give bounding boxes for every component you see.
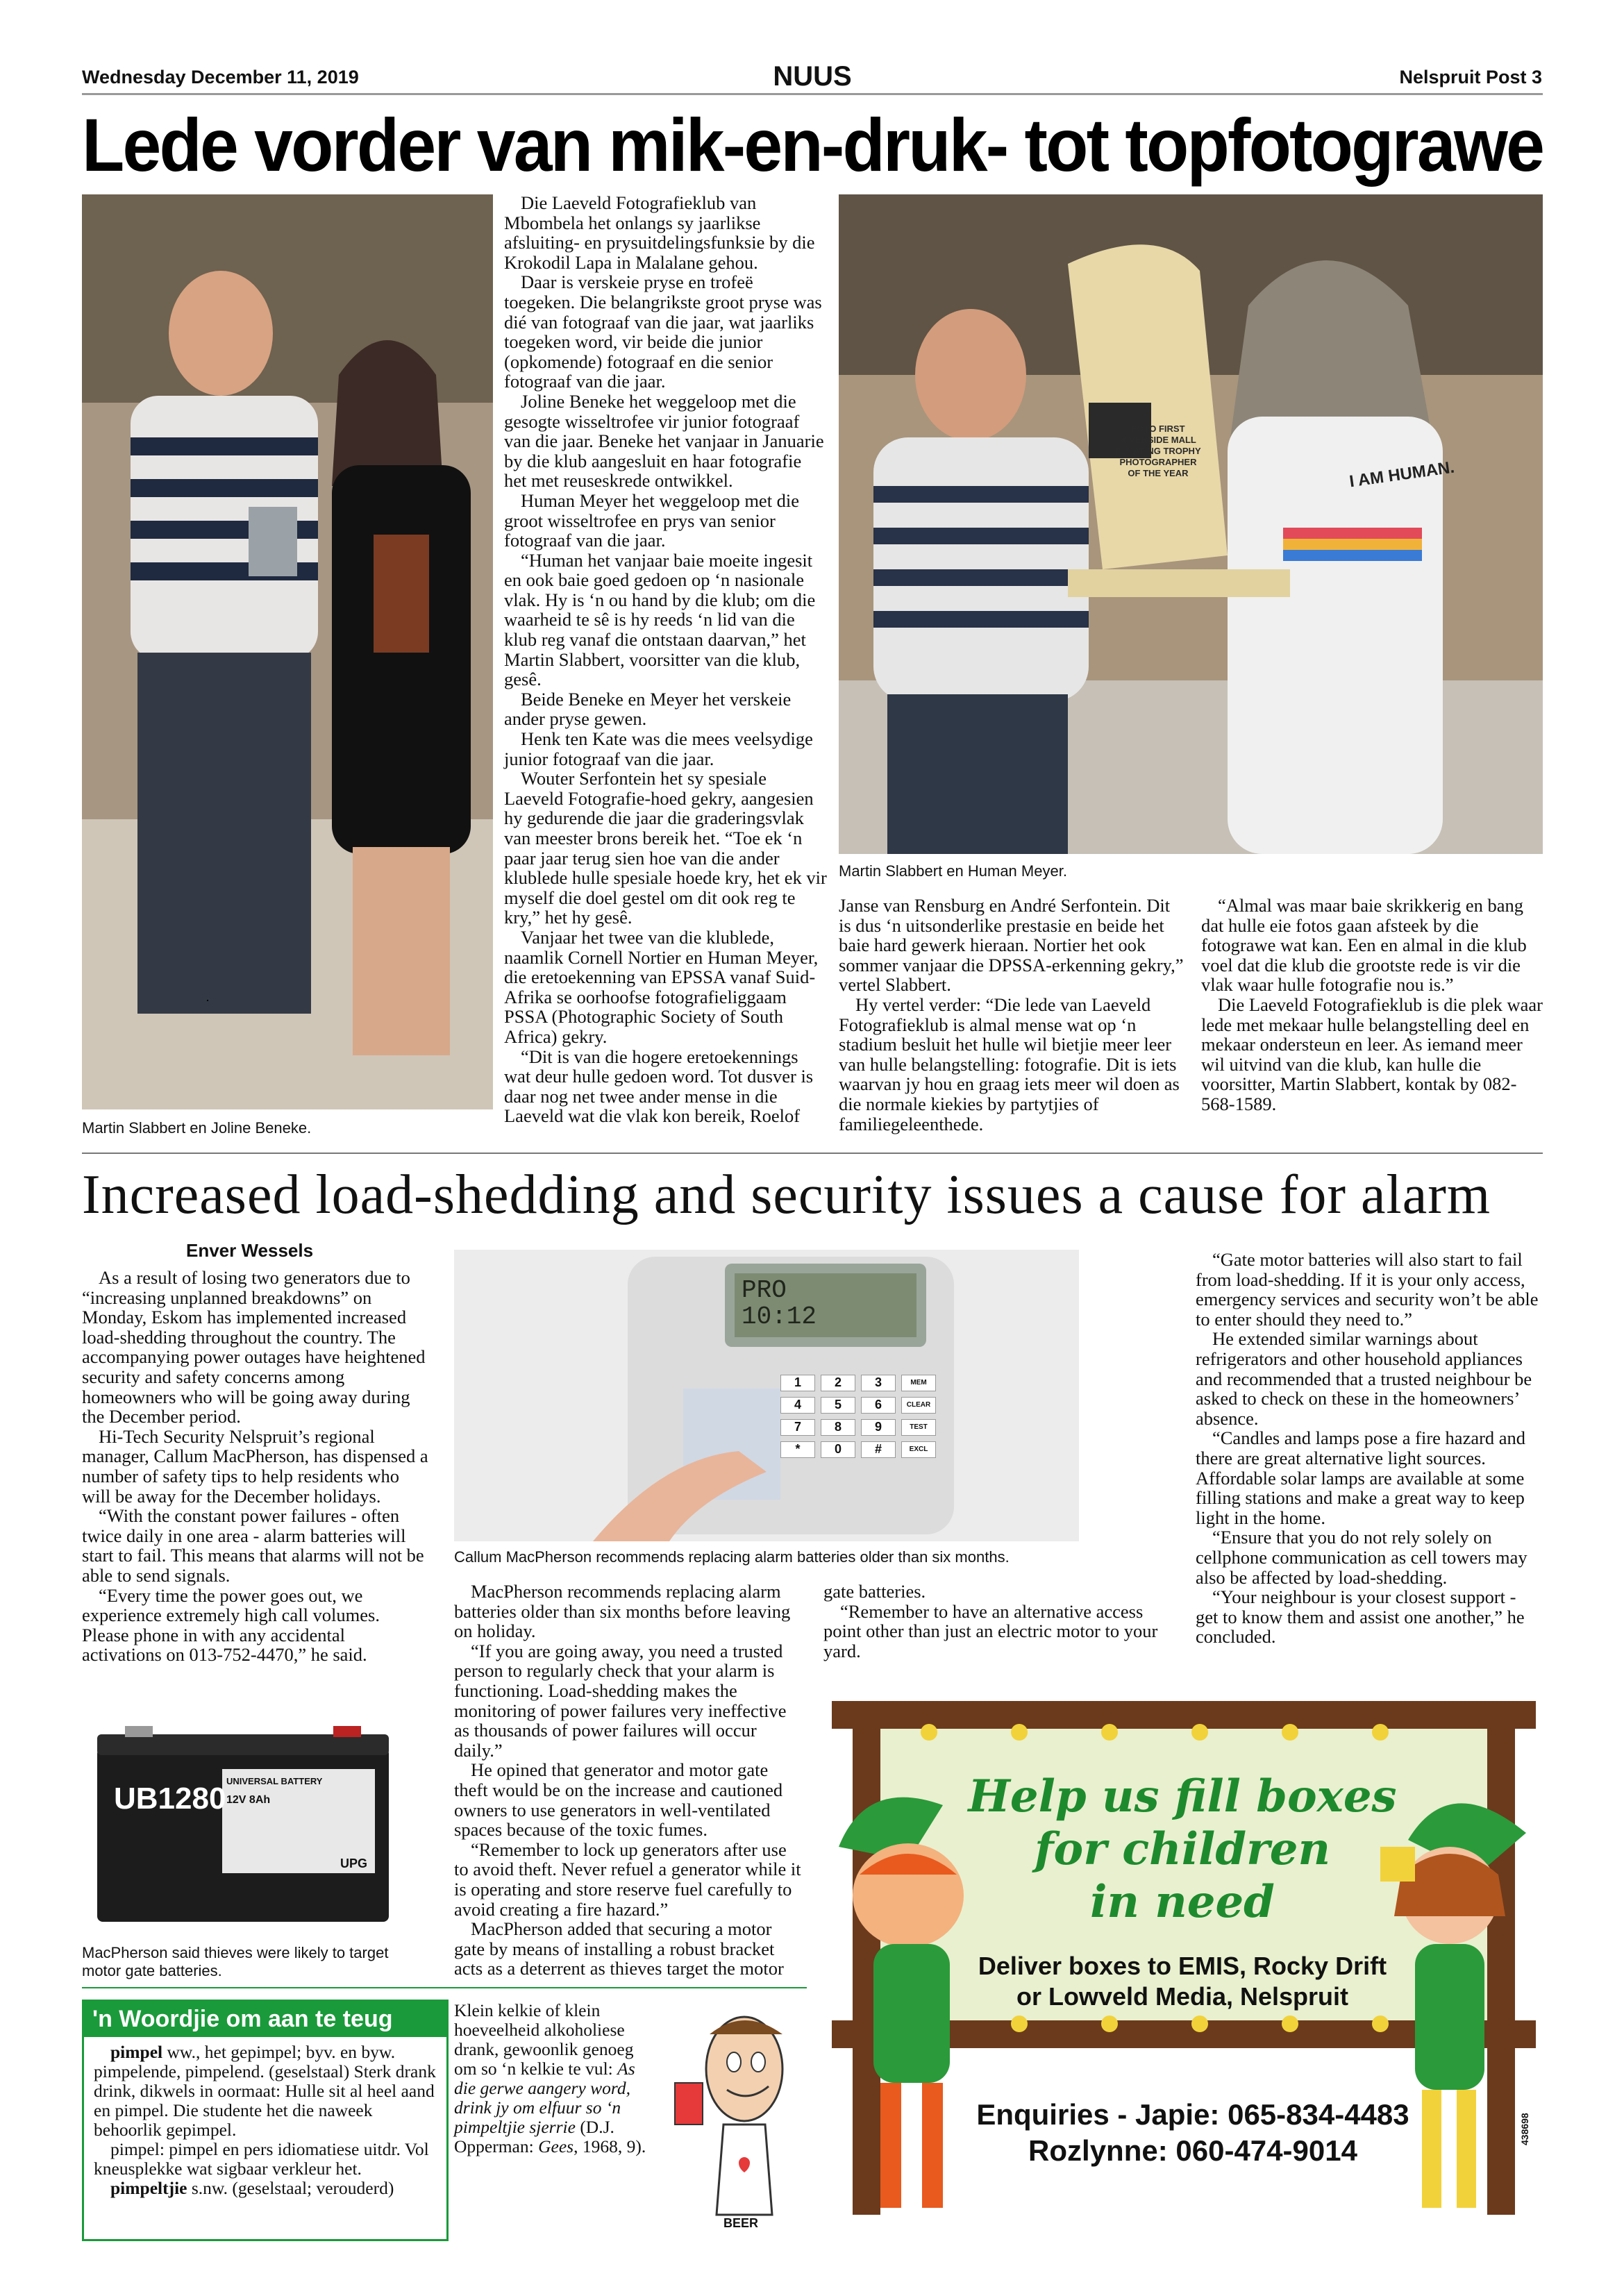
publication-name: Nelspruit Post 3	[1399, 67, 1542, 87]
section-divider	[82, 1153, 1543, 1154]
photo-slabbert-beneke	[82, 194, 493, 1109]
side-text: Klein kelkie of klein hoeveelheid alkoholiese drank, gewoonlik genoeg om so ‘n kelkie te vul:	[454, 2000, 634, 2079]
story2-headline: Increased load-shedding and security issues a cause for alarm	[82, 1164, 1491, 1225]
enquiries-line2: Rozlynne: 060-474-9014	[1028, 2134, 1357, 2167]
box-divider	[82, 1987, 807, 1988]
beer-cartoon	[661, 2006, 807, 2236]
story1-col3	[1201, 896, 1543, 1114]
story2-col2	[454, 1582, 801, 1979]
term: pimpeltjie	[110, 2178, 187, 2198]
paragraph: “With the constant power failures - often twice daily in one area - alarm batteries will start to fail. This means that alarms will not be able to send signals.	[82, 1505, 424, 1586]
battery-brand: UPG	[340, 1857, 368, 1870]
paragraph: MacPherson recommends replacing alarm batteries older than six months before leaving on holiday.	[454, 1581, 791, 1642]
delivery-line2: or Lowveld Media, Nelspruit	[1016, 1982, 1349, 2011]
side-quote: As die gerwe aangery word, drink jy om elfuur so ‘n pimpeltjie sjerrie	[454, 2059, 635, 2137]
paragraph: “Remember to have an alternative access point other than just an electric motor to your yard.	[823, 1600, 1158, 1661]
battery-caption: MacPherson said thieves were likely to target motor gate batteries.	[82, 1944, 389, 1979]
advert-code: 438698	[1519, 2113, 1530, 2145]
paragraph: “Every time the power goes out, we experience extremely high call volumes. Please phone in with any accidental activations on 013-752-4470,” he said.	[82, 1584, 380, 1666]
advert-script-line3: in need	[1090, 1876, 1275, 1928]
woordjie-title: 'n Woordjie om aan te teug	[84, 2002, 446, 2037]
paragraph: Die Laeveld Fotografieklub is die plek waar lede met mekaar hulle belangstelling deel en mekaar ondersteun en leer. As iemand meer wil uitvind van die klub, kan hulle die voorsitter, Martin Slabbert, kontak by 082-568-1589.	[1201, 994, 1543, 1114]
definition: s.nw. (geselstaal; verouderd)	[187, 2178, 394, 2198]
cartoon-label: BEER	[723, 2216, 759, 2230]
story2-col3	[823, 1582, 1164, 1661]
battery-brandline: UNIVERSAL BATTERY	[226, 1776, 323, 1786]
story1-col2	[839, 896, 1186, 1134]
paragraph: Vanjaar het twee van die klublede, naamlik Cornell Nortier en Human Meyer, die eretoekenning van EPSSA vanaf Suid-Afrika se oorhoofse fotografieliggaam PSSA (Photographic Society of South Africa) gekry.	[504, 926, 819, 1047]
paragraph: “If you are going away, you need a trusted person to regularly check that your alarm is functioning. Load-shedding makes the monitoring of power failures very ineffective as thousands of power failures will occur daily.”	[454, 1640, 787, 1761]
paragraph: gate batteries.	[823, 1581, 926, 1602]
side-ref-end: , 1968, 9).	[574, 2136, 646, 2156]
display-line-2: 10:12	[742, 1302, 817, 1331]
paragraph: “Gate motor batteries will also start to fail from load-shedding. If it is your only access, emergency services and security won’t be able to enter should they need to.”	[1196, 1249, 1539, 1330]
shirt-print: I AM HUMAN.	[1348, 458, 1456, 492]
photo-slabbert-meyer-image	[839, 194, 1543, 854]
paragraph: Janse van Rensburg en André Serfontein. Dit is dus ‘n uitsonderlike prestasie en beide het baie hard gewerk hieraan. Nortier het ook sommer vanjaar die DPSSA-erkenning gekry,” vertel Slabbert.	[839, 895, 1184, 996]
photo-slabbert-beneke-image	[82, 194, 493, 1109]
advert-enquiries	[964, 2097, 1422, 2169]
paragraph: Wouter Serfontein het sy spesiale Laeveld Fotografie-hoed gekry, aangesien hy gedurende die jaar die graderingsvlak van meester brons bereik het. “Toe ek ‘n paar jaar terug sien hoe van die ander klublede hulle spesiale hoede kry, het ek vir myself die doel gestel om dit ook reg te kry,” het hy gesê.	[504, 768, 827, 928]
paragraph: “Candles and lamps pose a fire hazard and there are great alternative light sources. Affordable solar lamps are available at some filling stations and make a great way to keep light in the home.	[1196, 1427, 1526, 1528]
keypad-key: 2	[821, 1375, 855, 1391]
keypad-caption: Callum MacPherson recommends replacing alarm batteries older than six months.	[454, 1548, 1010, 1566]
keypad-key: 5	[821, 1397, 855, 1414]
battery-photo	[90, 1720, 396, 1929]
keypad-key: CLEAR	[901, 1397, 936, 1414]
christmas-boxes-advert	[825, 1694, 1543, 2236]
advert-script-line2: for children	[1034, 1823, 1331, 1875]
side-ref: (D.J. Opperman:	[454, 2117, 614, 2156]
keypad-key: 1	[780, 1375, 815, 1391]
paragraph: Henk ten Kate was die mees veelsydige junior fotograaf van die jaar.	[504, 728, 813, 769]
issue-date: Wednesday December 11, 2019	[82, 67, 359, 87]
paragraph: Hi-Tech Security Nelspruit’s regional manager, Callum MacPherson, has dispensed a number of safety tips to help residents who will be away for the December holidays.	[82, 1425, 428, 1507]
enquiries-line1: Enquiries - Japie: 065-834-4483	[976, 2098, 1409, 2131]
trophy-inscription: FOTO FIRST RIVERSIDE MALL FLOATING TROPHY PHOTOGRAPHER OF THE YEAR	[1115, 424, 1201, 478]
keypad-display	[742, 1277, 817, 1330]
side-ref-title: Gees	[538, 2136, 574, 2156]
keypad-key: 8	[821, 1419, 855, 1436]
story1-col1	[504, 193, 828, 1126]
definition: pimpel: pimpel en pers idiomatiese uitdr. Vol kneusplekke wat sigbaar verkleur het.	[94, 2139, 429, 2179]
keypad-photo	[454, 1250, 1079, 1541]
paragraph: Die Laeveld Fotografieklub van Mbombela het onlangs sy jaarlikse afsluiting- en prysuitdelingsfunksie by die Krokodil Lapa in Malalane gehou.	[504, 192, 815, 273]
paragraph: “Ensure that you do not rely solely on cellphone communication as cell towers may also be affected by load-shedding.	[1196, 1527, 1527, 1588]
paragraph: “Human het vanjaar baie moeite ingesit en ook baie goed gedoen op ‘n nasionale vlak. Hy is ‘n ou hand by die klub; om die waarheid te sê is hy reeds ‘n lid van die klub reg vanaf die ontstaan daarvan,” het Martin Slabbert, voorsitter van die klub, gesê.	[504, 549, 816, 690]
paragraph: MacPherson added that securing a motor gate by means of installing a robust bracket acts as a deterrent as thieves target the motor	[454, 1918, 784, 1979]
paragraph: Beide Beneke en Meyer het verskeie ander pryse gewen.	[504, 688, 792, 730]
paragraph: “Your neighbour is your closest support - get to know them and assist one another,” he concluded.	[1196, 1586, 1525, 1648]
story2-col4	[1196, 1250, 1543, 1647]
paragraph: Daar is verskeie pryse en trofeë toegeken. Die belangrikste groot pryse was dié van fotograaf van die jaar, wat jaarliks toegeken word, vir beide die junior (opkomende) fotograaf en die senior fotograaf van die jaar.	[504, 271, 822, 392]
woordjie-box	[82, 2000, 449, 2241]
photo2-caption: Martin Slabbert en Human Meyer.	[839, 862, 1067, 880]
keypad-key: 0	[821, 1441, 855, 1458]
keypad-key: 9	[861, 1419, 896, 1436]
keypad-key: *	[780, 1441, 815, 1458]
woordjie-side	[454, 2001, 648, 2156]
keypad-key: #	[861, 1441, 896, 1458]
battery-image	[90, 1720, 396, 1929]
paragraph: He opined that generator and motor gate theft would be on the increase and cautioned owners to use generators in well-ventilated spaces because of the toxic fumes.	[454, 1759, 783, 1841]
paragraph: He extended similar warnings about refrigerators and other household appliances and recommended that a trusted neighbour be asked to check on these in the homeowners’ absence.	[1196, 1328, 1532, 1429]
byline: Enver Wessels	[186, 1240, 314, 1261]
photo-slabbert-meyer	[839, 194, 1543, 854]
battery-spec: 12V 8Ah	[226, 1794, 271, 1806]
paragraph: “Almal was maar baie skrikkerig en bang dat hulle eie fotos gaan afsteek by die fotograwe wat kan. Een en almal in die klub voel dat die klub die grootste rede is vir die vlak waar hulle fotografie nou is.”	[1201, 895, 1527, 996]
battery-model: UB1280	[114, 1782, 226, 1816]
keypad-key: EXCL	[901, 1441, 936, 1458]
woordjie-body	[84, 2037, 446, 2204]
paragraph: “Remember to lock up generators after use to avoid theft. Never refuel a generator while it is operating and store reserve fuel carefully to avoid creating a fire hazard.”	[454, 1838, 801, 1920]
header-rule	[82, 93, 1543, 95]
display-line-1: PRO	[742, 1276, 787, 1305]
story1-headline: Lede vorder van mik-en-druk- tot topfotograwe	[82, 103, 1543, 187]
advert-script	[943, 1770, 1422, 1929]
photo1-caption: Martin Slabbert en Joline Beneke.	[82, 1119, 312, 1137]
advert-script-line1: Help us fill boxes	[968, 1770, 1397, 1822]
keypad-key: 6	[861, 1397, 896, 1414]
delivery-line1: Deliver boxes to EMIS, Rocky Drift	[978, 1952, 1387, 1980]
advert-delivery	[971, 1951, 1394, 2012]
cartoon-image	[661, 2006, 807, 2236]
paragraph: As a result of losing two generators due to “increasing unplanned breakdowns” on Monday, Eskom has implemented increased load-shedding throughout the country. The accompanying power outages have heightened security and safety concerns among homeowners who will be going away during the December period.	[82, 1267, 426, 1427]
section-name: NUUS	[773, 61, 852, 92]
keypad-key: TEST	[901, 1419, 936, 1436]
keypad-keys	[780, 1375, 940, 1458]
paragraph: Human Meyer het weggeloop met die groot wisseltrofee en prys van senior fotograaf van die jaar.	[504, 489, 800, 551]
keypad-key: 4	[780, 1397, 815, 1414]
keypad-key: MEM	[901, 1375, 936, 1391]
paragraph: Joline Beneke het weggeloop met die gesogte wisseltrofee vir junior fotograaf van die jaar. Beneke het vanjaar in Januarie by die klub aangesluit en haar fotografie het met reuseskrede ontwikkel.	[504, 390, 824, 492]
paragraph: “Dit is van die hogere eretoekennings wat deur hulle gedoen word. Tot dusver is daar nog net twee ander mense in die Laeveld wat die vlak kon bereik, Roelof	[504, 1046, 814, 1127]
keypad-key: 3	[861, 1375, 896, 1391]
paragraph: Hy vertel verder: “Die lede van Laeveld Fotografieklub is almal mense wat op ‘n stadium besluit het hulle wil bietjie meer leer van hulle belangstelling: fotografie. Dit is iets waarvan jy hou en graag iets meer wil doen as die normale kiekies by partytjies of familiegeleenthede.	[839, 994, 1180, 1134]
story2-col1	[82, 1268, 429, 1665]
term: pimpel	[110, 2042, 163, 2062]
keypad-key: 7	[780, 1419, 815, 1436]
definition: ww., het gepimpel; byv. en byw. pimpelende, pimpelend. (geselstaal) Sterk drank drink, dikwels in oormaat: Hulle sit al heel aand en pimpel. Die studente het die naweek behoorlik gepimpel.	[94, 2042, 436, 2140]
